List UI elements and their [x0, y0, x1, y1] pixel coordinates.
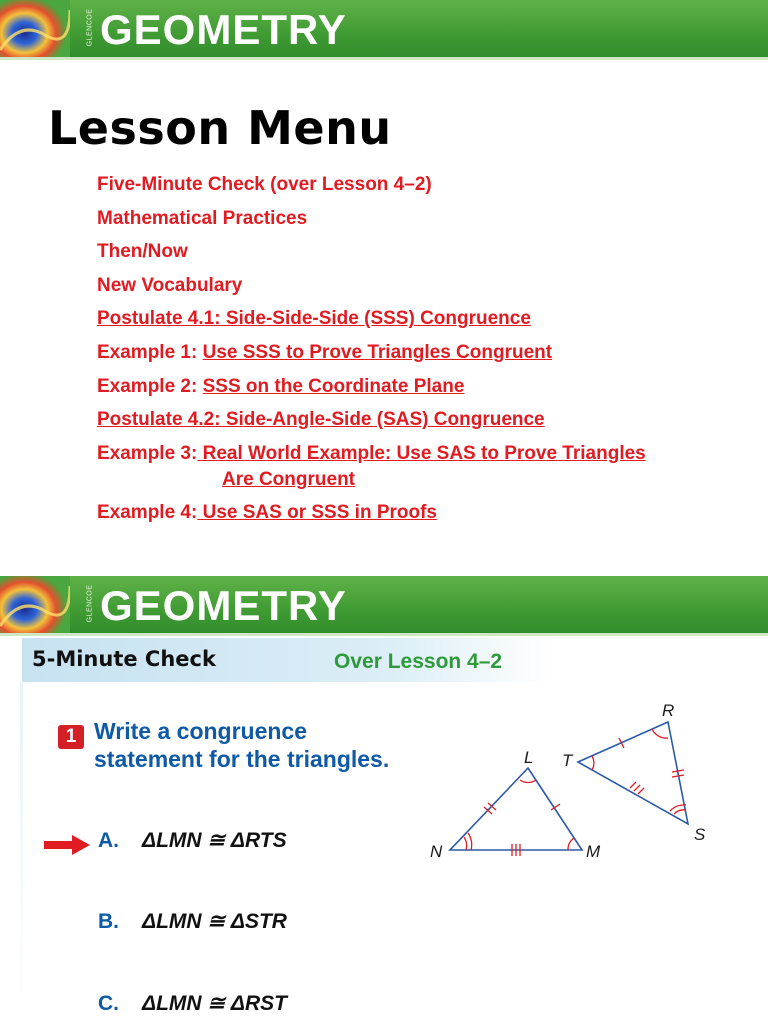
- menu-item-then-now[interactable]: Then/Now: [97, 241, 188, 263]
- example-3-link-line2[interactable]: Are Congruent: [222, 468, 355, 490]
- five-minute-check-header: [22, 638, 550, 682]
- angle-mark-r: [652, 729, 668, 738]
- vertex-label-r: R: [662, 701, 675, 720]
- banner-rule-2: [0, 633, 768, 636]
- banner-artwork-2: [0, 576, 70, 636]
- angle-mark-l: [520, 780, 536, 783]
- vertex-label-s: S: [694, 825, 706, 844]
- header-banner-2: [0, 576, 768, 636]
- publisher-mark: GLENCOE: [86, 8, 94, 47]
- example-3-link[interactable]: Real World Example: Use SAS to Prove Triangles: [197, 442, 646, 464]
- angle-mark-m: [568, 838, 574, 850]
- answer-option-a[interactable]: [98, 828, 287, 854]
- vertex-label-n: N: [430, 842, 443, 861]
- answer-option-b[interactable]: [98, 909, 287, 935]
- angle-mark-n: [464, 837, 467, 850]
- banner-rule: [0, 57, 768, 60]
- publisher-mark-2: GLENCOE: [86, 584, 94, 623]
- answer-statement: ΔLMN ≅ ΔRTS: [142, 829, 287, 852]
- postulate-4-1-link[interactable]: Postulate 4.1: Side-Side-Side (SSS) Congruence: [97, 308, 531, 330]
- vertex-label-m: M: [586, 842, 601, 861]
- menu-item-postulate-4-2[interactable]: [97, 407, 737, 433]
- answer-statement: ΔLMN ≅ ΔSTR: [142, 910, 287, 933]
- menu-item-five-minute-check[interactable]: Five-Minute Check (over Lesson 4–2): [97, 174, 432, 195]
- answer-letter: B.: [98, 910, 119, 933]
- vertex-label-l: L: [524, 748, 534, 767]
- banner-artwork: [0, 0, 70, 60]
- example-4-link[interactable]: Use SAS or SSS in Proofs: [197, 502, 437, 524]
- menu-item-example-1: Example 1: Use SSS to Prove Triangles Congruent: [97, 341, 553, 363]
- five-minute-check-label: 5-Minute Check: [32, 647, 216, 671]
- menu-item-example-3: Example 3: Real World Example: Use SAS to Prove Triangles Are Congruent: [97, 441, 737, 493]
- page-title: Lesson Menu: [48, 101, 392, 155]
- tick-ts-3: [638, 788, 644, 794]
- tick-ts-1: [630, 782, 636, 788]
- answer-option-c[interactable]: [98, 991, 287, 1017]
- postulate-4-2-link[interactable]: Postulate 4.2: Side-Angle-Side (SAS) Congruence: [97, 409, 545, 431]
- example-2-link[interactable]: SSS on the Coordinate Plane: [202, 375, 465, 397]
- tick-ts-2: [634, 785, 640, 791]
- over-lesson-label: Over Lesson 4–2: [334, 650, 503, 673]
- menu-item-example-4: Example 4: Use SAS or SSS in Proofs: [97, 502, 437, 524]
- answer-letter: C.: [98, 992, 119, 1015]
- question-text: Write a congruence statement for the triangles.: [94, 718, 390, 772]
- section-rule: [20, 682, 23, 1024]
- menu-item-example-2: Example 2: SSS on the Coordinate Plane: [97, 375, 465, 397]
- angle-mark-n2: [468, 833, 472, 850]
- selection-arrow-icon: [44, 834, 90, 856]
- menu-item-new-vocabulary[interactable]: New Vocabulary: [97, 274, 243, 296]
- vertex-label-t: T: [562, 751, 573, 770]
- menu-item-postulate-4-1[interactable]: [97, 306, 737, 332]
- answer-letter: A.: [98, 829, 119, 852]
- example-1-link[interactable]: Use SSS to Prove Triangles Congruent: [202, 341, 553, 363]
- question-number-badge: 1: [58, 725, 84, 749]
- lesson-menu: [97, 172, 737, 534]
- menu-item-mathematical-practices[interactable]: Mathematical Practices: [97, 207, 308, 229]
- angle-mark-s: [674, 810, 686, 814]
- header-banner: [0, 0, 768, 60]
- triangles-diagram: [420, 690, 720, 870]
- banner-title: GEOMETRY: [100, 6, 347, 53]
- angle-mark-t: [592, 756, 594, 770]
- banner-title-2: GEOMETRY: [100, 582, 347, 629]
- answer-statement: ΔLMN ≅ ΔRST: [142, 992, 287, 1015]
